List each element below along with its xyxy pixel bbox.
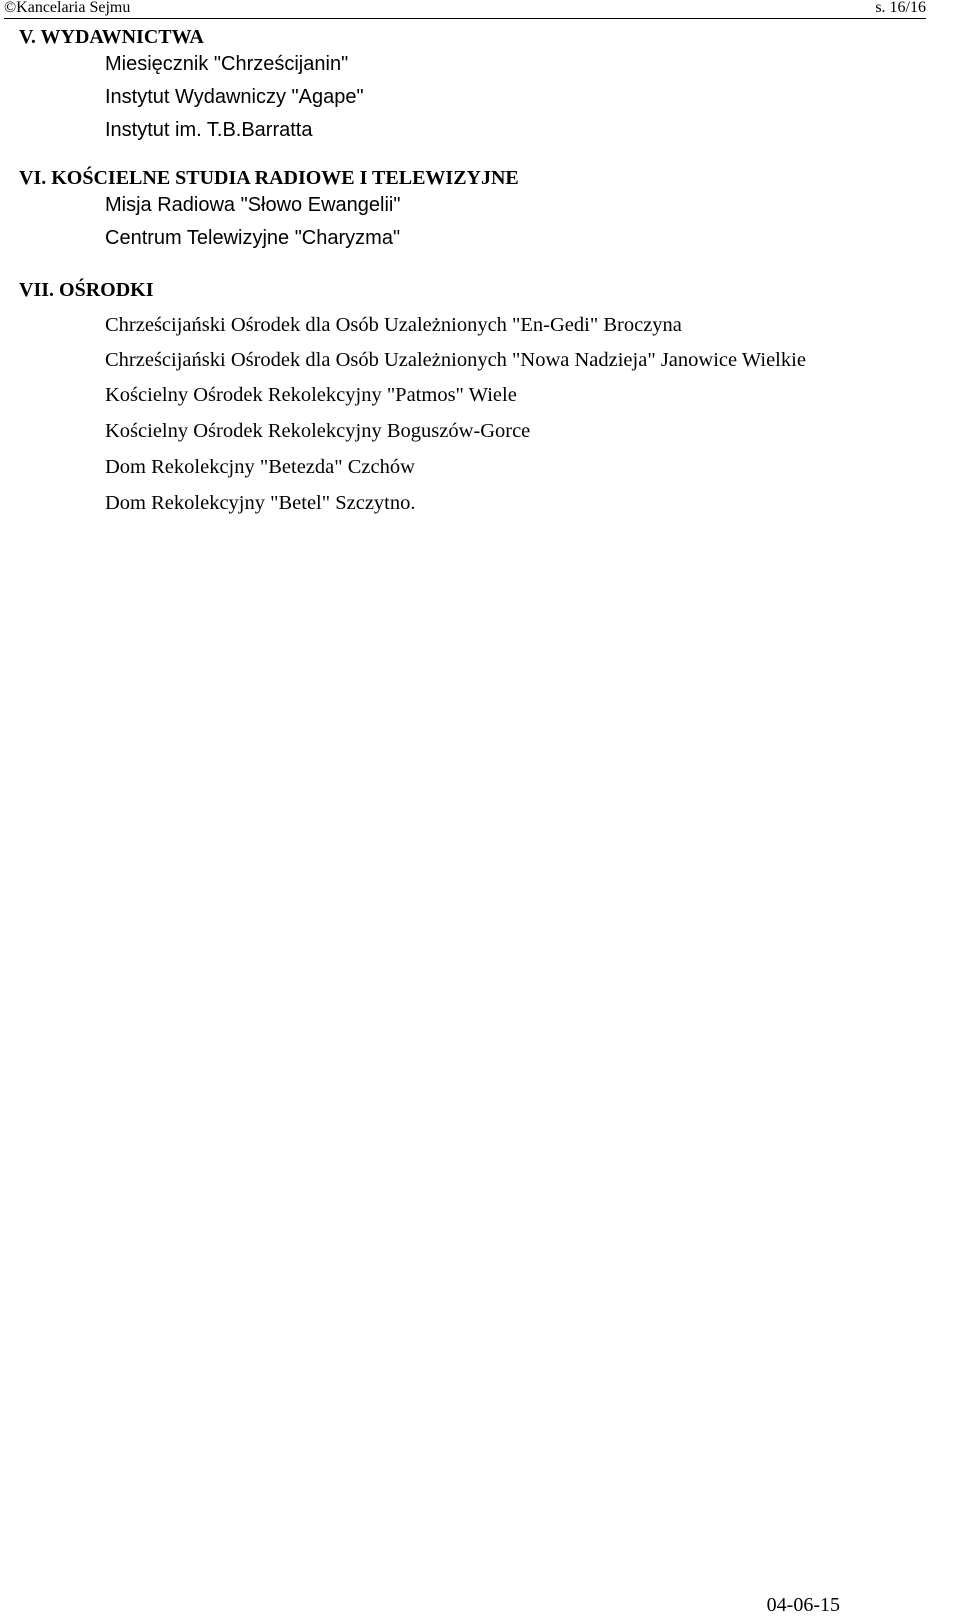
section-list bbox=[19, 189, 919, 255]
section-wydawnictwa bbox=[19, 24, 919, 147]
page-number: s. 16/16 bbox=[875, 0, 926, 16]
section-title: VII. OŚRODKI bbox=[19, 279, 154, 301]
page-header bbox=[4, 0, 926, 19]
section-title: VI. KOŚCIELNE STUDIA RADIOWE I TELEWIZYJNE bbox=[19, 167, 519, 189]
section-title: V. WYDAWNICTWA bbox=[19, 26, 204, 48]
list-item: Dom Rekolekcyjny "Betel" Szczytno. bbox=[105, 492, 416, 514]
list-item: Miesięcznik "Chrześcijanin" bbox=[105, 53, 349, 75]
section-osrodki bbox=[19, 277, 919, 521]
list-item: Kościelny Ośrodek Rekolekcyjny "Patmos" Wiele bbox=[105, 384, 517, 406]
list-item: Instytut im. T.B.Barratta bbox=[105, 119, 313, 141]
section-list bbox=[19, 48, 919, 147]
list-item: Chrześcijański Ośrodek dla Osób Uzależnionych "En-Gedi" Broczyna bbox=[105, 314, 682, 336]
footer-date: 04-06-15 bbox=[766, 1594, 840, 1616]
list-item: Instytut Wydawniczy "Agape" bbox=[105, 86, 364, 108]
list-item: Misja Radiowa "Słowo Ewangelii" bbox=[105, 194, 401, 216]
copyright-label: ©Kancelaria Sejmu bbox=[4, 0, 131, 16]
list-item: Chrześcijański Ośrodek dla Osób Uzależnionych "Nowa Nadzieja" Janowice Wielkie bbox=[105, 349, 806, 371]
section-studia-radiowe bbox=[19, 165, 919, 255]
list-item: Dom Rekolekcjny "Betezda" Czchów bbox=[105, 456, 415, 478]
list-item: Centrum Telewizyjne "Charyzma" bbox=[105, 227, 401, 249]
section-list bbox=[19, 307, 919, 521]
list-item: Kościelny Ośrodek Rekolekcyjny Boguszów-Gorce bbox=[105, 420, 531, 442]
